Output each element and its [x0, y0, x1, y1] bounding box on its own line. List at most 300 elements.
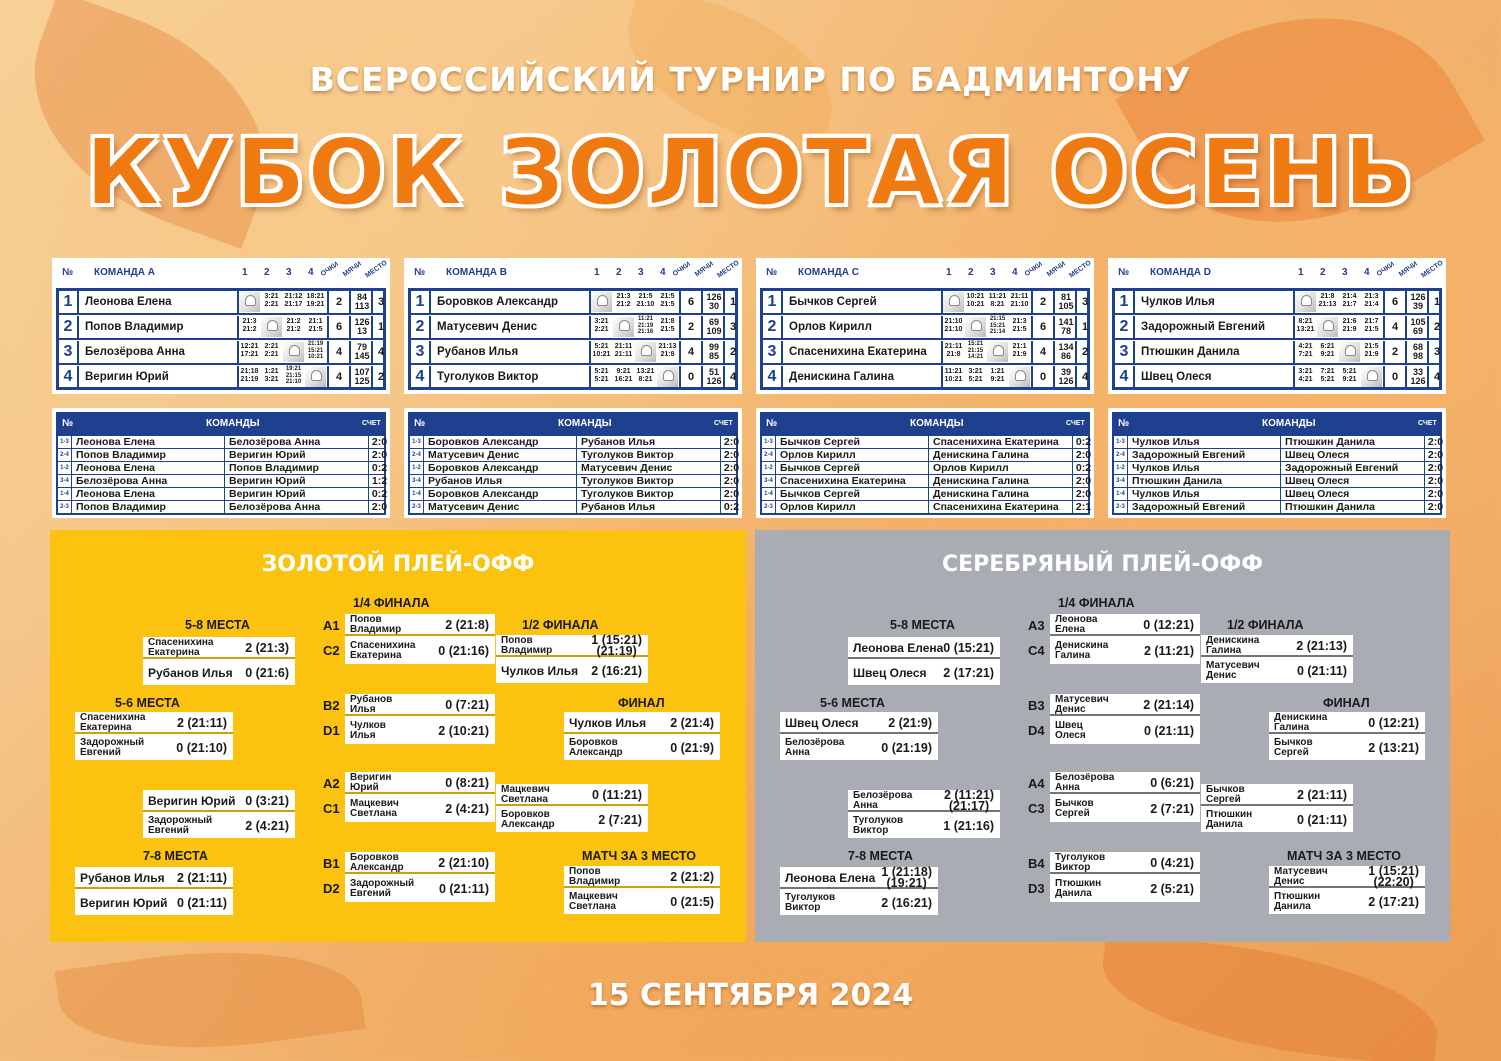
balls-value: 126 39 — [1410, 292, 1426, 311]
row-number: 3 — [411, 341, 431, 363]
match-row — [762, 501, 1092, 514]
set-score: 21:1 21:5 — [308, 318, 323, 333]
result: 0 (4:21) — [1150, 856, 1194, 870]
match-table-body — [1112, 436, 1442, 515]
match-box — [1201, 784, 1353, 832]
match-row — [58, 436, 388, 449]
points-value: 4 — [335, 346, 343, 358]
header-score: СЧЕТ — [362, 420, 381, 427]
balls-value: 126 30 — [706, 292, 722, 311]
shuttlecock-icon — [943, 292, 964, 312]
header-col: 4 — [1364, 267, 1370, 278]
set-score: 21:12 21:17 — [284, 293, 303, 308]
match-box — [143, 790, 295, 838]
set-score: 21:10 21:10 — [944, 318, 963, 333]
player-name: Боровков Александр — [437, 296, 558, 308]
match-box — [564, 866, 720, 914]
place-value: 3 — [1081, 296, 1089, 308]
player-name: Чулков Илья — [501, 664, 579, 678]
player-a: Рубанов Илья — [428, 475, 503, 487]
result: 0 (11:21) — [591, 788, 642, 802]
player-b: Веригин Юрий — [224, 475, 374, 487]
match-row — [58, 501, 388, 514]
player-b: Туголуков Виктор — [576, 488, 726, 500]
player-name: Рубанов Илья — [148, 666, 233, 680]
match-line — [780, 737, 938, 759]
player-a: Бычков Сергей — [780, 488, 861, 500]
points-value: 6 — [687, 296, 695, 308]
match-id: 1-4 — [58, 488, 72, 500]
match-id: 2-3 — [762, 501, 776, 513]
balls-value: 39 126 — [1058, 367, 1074, 386]
quarter-box — [1050, 772, 1200, 822]
row-number: 1 — [1115, 291, 1135, 313]
p58-label: 5-8 МЕСТА — [185, 618, 250, 632]
set-score: 21:8 21:5 — [660, 318, 675, 333]
match-row — [1114, 436, 1444, 449]
header-num: № — [414, 267, 426, 278]
player-name: Птюшкин Данила — [1055, 878, 1102, 899]
seed-label: D4 — [1028, 723, 1045, 738]
player-a: Боровков Александр — [428, 436, 539, 448]
header-place: МЕСТО — [1068, 259, 1093, 280]
set-score: 21:15 15:21 21:14 — [989, 316, 1006, 335]
match-score: 0:2 — [720, 501, 742, 513]
match-line — [1050, 878, 1200, 900]
team-name: КОМАНДА C — [798, 267, 860, 278]
match-id: 1-2 — [1114, 462, 1128, 474]
match-score: 2:0 — [1072, 449, 1094, 461]
header-teams: КОМАНДЫ — [206, 418, 260, 429]
match-line — [143, 662, 295, 684]
match-row — [58, 449, 388, 462]
player-name: Швец Олеся — [1055, 720, 1086, 741]
points-value: 2 — [1039, 296, 1047, 308]
player-name: Денискина Галина — [789, 371, 894, 383]
team-name: КОМАНДА A — [94, 267, 156, 278]
match-line — [1269, 891, 1425, 913]
header-num: № — [1118, 267, 1130, 278]
player-b: Матусевич Денис — [576, 462, 726, 474]
seed-label: D3 — [1028, 881, 1045, 896]
result: 0 (21:11) — [176, 896, 227, 910]
match-score: 2:0 — [1424, 475, 1446, 487]
points-value: 4 — [335, 371, 343, 383]
player-b: Денискина Галина — [928, 449, 1078, 461]
player-a: Орлов Кирилл — [780, 501, 856, 513]
balls-value: 79 145 — [354, 342, 370, 361]
header-col: 1 — [242, 267, 248, 278]
match-id: 2-4 — [58, 449, 72, 461]
match-box — [1201, 635, 1353, 683]
result: 2 (21:10) — [438, 856, 489, 870]
match-line — [75, 737, 233, 759]
player-name: Денискина Галина — [1274, 712, 1328, 733]
result: 1 (15:21) (21:19) — [591, 633, 642, 658]
match-id: 2-3 — [58, 501, 72, 513]
player-name: Туголуков Виктор — [785, 892, 836, 913]
set-score: 21:18 21:19 — [240, 368, 259, 383]
match-row — [1114, 462, 1444, 475]
player-name: Туголуков Виктор — [1055, 852, 1106, 873]
set-score: 21:2 21:2 — [286, 318, 301, 333]
quarter-label: 1/4 ФИНАЛА — [1058, 596, 1135, 610]
row-number: 3 — [59, 341, 79, 363]
player-b: Веригин Юрий — [224, 488, 374, 500]
player-name: Швец Олеся — [853, 666, 927, 680]
match-id: 1-3 — [410, 436, 424, 448]
shuttlecock-icon — [1361, 367, 1382, 387]
match-row — [762, 475, 1092, 488]
place-value: 3 — [729, 321, 737, 333]
result: 0 (12:21) — [1368, 716, 1419, 730]
group-grid — [1112, 288, 1442, 390]
group-row — [59, 341, 383, 365]
row-number: 2 — [411, 316, 431, 338]
result: 2 (21:11) — [1296, 788, 1347, 802]
quarter-box — [1050, 852, 1200, 902]
group-row — [1115, 316, 1439, 340]
group-row — [763, 341, 1087, 365]
match-line — [75, 892, 233, 914]
group-grid — [56, 288, 386, 390]
header-col: 1 — [1298, 267, 1304, 278]
player-a: Бычков Сергей — [780, 462, 861, 474]
shuttlecock-icon — [283, 342, 304, 362]
place-value: 1 — [1081, 321, 1089, 333]
match-line — [564, 737, 720, 759]
match-table — [52, 408, 390, 518]
third-place-label: МАТЧ ЗА 3 МЕСТО — [1287, 849, 1401, 863]
header-balls: МЯЧИ — [341, 260, 363, 279]
match-box — [848, 637, 1000, 685]
final-label: ФИНАЛ — [618, 696, 665, 710]
header-num: № — [1118, 418, 1130, 429]
result: 2 (13:21) — [1368, 741, 1419, 755]
player-a: Попов Владимир — [76, 501, 166, 513]
group-row — [411, 366, 735, 390]
balls-value: 107 125 — [354, 367, 370, 386]
header-score: СЧЕТ — [1066, 420, 1085, 427]
group-table — [52, 258, 390, 394]
points-value: 0 — [1039, 371, 1047, 383]
result: 2 (16:21) — [881, 896, 932, 910]
header-col: 4 — [1012, 267, 1018, 278]
match-line — [345, 694, 495, 716]
result: 2 (21:8) — [445, 618, 489, 632]
shuttlecock-icon — [613, 317, 634, 337]
player-name: Рубанов Илья — [437, 346, 519, 358]
player-name: Веригин Юрий — [85, 371, 169, 383]
final-label: ФИНАЛ — [1323, 696, 1370, 710]
row-number: 1 — [411, 291, 431, 313]
match-id: 1-4 — [410, 488, 424, 500]
player-a: Бычков Сергей — [780, 436, 861, 448]
player-name: Спасенихина Екатерина — [148, 637, 214, 658]
quarter-box — [345, 852, 495, 902]
result: 0 (21:6) — [245, 666, 289, 680]
match-id: 3-4 — [1114, 475, 1128, 487]
match-id: 1-2 — [410, 462, 424, 474]
set-score: 21:3 21:2 — [242, 318, 257, 333]
player-a: Спасенихина Екатерина — [780, 475, 906, 487]
set-score: 11:21 10:21 — [944, 368, 963, 383]
player-b: Задорожный Евгений — [1280, 462, 1430, 474]
match-score: 2:1 — [1072, 501, 1094, 513]
header-num: № — [62, 267, 74, 278]
match-table-body — [408, 436, 738, 515]
match-box — [143, 637, 295, 685]
player-b: Орлов Кирилл — [928, 462, 1078, 474]
place-value: 1 — [1433, 296, 1441, 308]
player-name: Туголуков Виктор — [437, 371, 539, 383]
header-num: № — [766, 267, 778, 278]
result: 2 (21:14) — [1143, 698, 1194, 712]
shuttlecock-icon — [635, 342, 656, 362]
group-row — [411, 316, 735, 340]
match-line — [345, 798, 495, 820]
match-table — [1108, 408, 1446, 518]
player-b: Рубанов Илья — [576, 501, 726, 513]
result: 0 (21:16) — [438, 644, 489, 658]
place-value: 3 — [377, 296, 385, 308]
balls-value: 134 86 — [1058, 342, 1074, 361]
player-name: Денискина Галина — [1055, 640, 1109, 661]
player-b: Швец Олеся — [1280, 488, 1430, 500]
player-b: Попов Владимир — [224, 462, 374, 474]
match-score: 2:0 — [1424, 449, 1446, 461]
match-line — [780, 712, 938, 734]
group-table-header — [756, 258, 1094, 286]
set-score: 21:7 21:5 — [1364, 318, 1379, 333]
player-name: Леонова Елена — [785, 871, 876, 885]
player-b: Швец Олеся — [1280, 449, 1430, 461]
match-line — [564, 891, 720, 913]
match-line — [848, 790, 1000, 812]
result: 2 (21:2) — [670, 870, 714, 884]
player-b: Туголуков Виктор — [576, 475, 726, 487]
seed-label: D2 — [323, 881, 340, 896]
player-name: Туголуков Виктор — [853, 815, 904, 836]
player-name: Денискина Галина — [1206, 635, 1260, 656]
match-line — [1050, 640, 1200, 662]
match-score: 0:2 — [368, 462, 390, 474]
header-col: 1 — [946, 267, 952, 278]
match-line — [143, 790, 295, 812]
match-line — [1269, 737, 1425, 759]
group-table — [1108, 258, 1446, 394]
player-name: Веригин Юрий — [80, 896, 168, 910]
group-row — [411, 291, 735, 315]
header-place: МЕСТО — [716, 259, 741, 280]
set-score: 21:11 21:11 — [614, 343, 633, 358]
group-row — [1115, 366, 1439, 390]
header-balls: МЯЧИ — [1045, 260, 1067, 279]
semi-label: 1/2 ФИНАЛА — [522, 618, 599, 632]
set-score: 15:21 21:15 14:21 — [967, 341, 984, 360]
shuttlecock-icon — [657, 367, 678, 387]
set-score: 21:4 21:7 — [1342, 293, 1357, 308]
group-table-header — [404, 258, 742, 286]
p78-label: 7-8 МЕСТА — [143, 849, 208, 863]
match-row — [410, 436, 740, 449]
match-score: 2:0 — [1424, 501, 1446, 513]
group-row — [59, 366, 383, 390]
player-name: Чулков Илья — [1141, 296, 1215, 308]
player-name: Попов Владимир — [501, 635, 553, 656]
match-row — [58, 488, 388, 501]
header-points: ОЧКИ — [319, 260, 340, 279]
player-name: Задорожный Евгений — [148, 815, 213, 836]
result: 0 (8:21) — [445, 776, 489, 790]
match-line — [345, 772, 495, 794]
match-line — [143, 815, 295, 837]
player-b: Веригин Юрий — [224, 449, 374, 461]
match-score: 2:0 — [368, 436, 390, 448]
match-line — [345, 878, 495, 900]
row-number: 1 — [763, 291, 783, 313]
player-name: Задорожный Евгений — [80, 737, 145, 758]
points-value: 2 — [687, 321, 695, 333]
header-balls: МЯЧИ — [693, 260, 715, 279]
points-value: 2 — [1391, 346, 1399, 358]
match-line — [1201, 635, 1353, 657]
match-table-header — [760, 412, 1090, 436]
quarter-label: 1/4 ФИНАЛА — [353, 596, 430, 610]
match-score: 2:0 — [1424, 462, 1446, 474]
player-name: Белозёрова Анна — [785, 737, 845, 758]
gold-playoff-title: ЗОЛОТОЙ ПЛЕЙ-ОФФ — [261, 552, 535, 577]
match-score: 0:2 — [1072, 462, 1094, 474]
match-row — [1114, 475, 1444, 488]
team-name: КОМАНДА D — [1150, 267, 1212, 278]
match-box — [496, 784, 648, 832]
match-id: 2-3 — [410, 501, 424, 513]
player-name: Бычков Сергей — [1274, 737, 1313, 758]
shuttlecock-icon — [305, 367, 326, 387]
shuttlecock-icon — [591, 292, 612, 312]
balls-value: 68 98 — [1412, 342, 1423, 361]
seed-label: C1 — [323, 801, 340, 816]
set-score: 1:21 3:21 — [264, 368, 279, 383]
points-value: 4 — [1039, 346, 1047, 358]
group-row — [763, 291, 1087, 315]
match-line — [1050, 772, 1200, 794]
player-name: Матусевич Денис — [437, 321, 538, 333]
match-score: 2:0 — [720, 475, 742, 487]
result: 2 (21:3) — [245, 641, 289, 655]
result: 2 (4:21) — [245, 819, 289, 833]
match-id: 2-4 — [1114, 449, 1128, 461]
header-teams: КОМАНДЫ — [1262, 418, 1316, 429]
header-teams: КОМАНДЫ — [910, 418, 964, 429]
silver-playoff-title: СЕРЕБРЯНЫЙ ПЛЕЙ-ОФФ — [941, 552, 1264, 577]
set-score: 12:21 17:21 — [240, 343, 259, 358]
quarter-box — [1050, 694, 1200, 744]
row-number: 3 — [1115, 341, 1135, 363]
player-name: Попов Владимир — [569, 866, 621, 887]
match-line — [1201, 809, 1353, 831]
points-value: 4 — [1391, 321, 1399, 333]
match-row — [410, 449, 740, 462]
row-number: 4 — [411, 366, 431, 390]
balls-value: 141 78 — [1058, 317, 1074, 336]
place-value: 4 — [1081, 371, 1089, 383]
player-name: Птюшкин Данила — [1206, 809, 1253, 830]
player-a: Матусевич Денис — [428, 449, 520, 461]
player-a: Задорожный Евгений — [1132, 449, 1246, 461]
set-score: 21:5 21:5 — [660, 293, 675, 308]
header-col: 3 — [638, 267, 644, 278]
place-value: 4 — [377, 346, 385, 358]
match-line — [1050, 614, 1200, 636]
player-name: Мацкевич Светлана — [501, 784, 550, 805]
result: 0 (21:5) — [670, 895, 714, 909]
result: 2 (11:21) (21:17) — [943, 788, 994, 813]
match-id: 3-4 — [762, 475, 776, 487]
match-line — [1050, 798, 1200, 820]
group-grid — [408, 288, 738, 390]
match-score: 2:0 — [720, 488, 742, 500]
result: 0 (21:10) — [176, 741, 227, 755]
player-name: Спасенихина Екатерина — [350, 640, 416, 661]
player-a: Боровков Александр — [428, 488, 539, 500]
balls-value: 126 13 — [354, 317, 370, 336]
set-score: 3:21 2:21 — [264, 293, 279, 308]
player-b: Туголуков Виктор — [576, 449, 726, 461]
header-col: 2 — [968, 267, 974, 278]
match-line — [848, 815, 1000, 837]
header-num: № — [414, 418, 426, 429]
match-id: 1-3 — [1114, 436, 1128, 448]
player-b: Белозёрова Анна — [224, 436, 374, 448]
match-box — [848, 790, 1000, 838]
match-box — [1269, 712, 1425, 760]
set-score: 21:1 21:9 — [1012, 343, 1027, 358]
header-place: МЕСТО — [1420, 259, 1445, 280]
row-number: 4 — [1115, 366, 1135, 390]
row-number: 2 — [1115, 316, 1135, 338]
group-row — [763, 366, 1087, 390]
result: 2 (21:9) — [888, 716, 932, 730]
gold-playoff-panel — [50, 530, 746, 942]
seed-label: D1 — [323, 723, 340, 738]
quarter-box — [345, 614, 495, 664]
result: 2 (21:11) — [176, 871, 227, 885]
match-line — [496, 660, 648, 682]
seed-label: C4 — [1028, 643, 1045, 658]
player-b: Рубанов Илья — [576, 436, 726, 448]
header-col: 3 — [990, 267, 996, 278]
player-name: Белозёрова Анна — [1055, 772, 1115, 793]
player-a: Леонова Елена — [76, 462, 156, 474]
match-table-header — [56, 412, 386, 436]
result: 1 (21:18) (19:21) — [881, 865, 932, 890]
match-id: 3-4 — [58, 475, 72, 487]
player-b: Денискина Галина — [928, 475, 1078, 487]
set-score: 21:3 21:2 — [616, 293, 631, 308]
balls-value: 105 69 — [1410, 317, 1426, 336]
match-line — [1269, 712, 1425, 734]
player-name: Спасенихина Екатерина — [789, 346, 927, 358]
player-a: Леонова Елена — [76, 436, 156, 448]
set-score: 3:21 4:21 — [1298, 368, 1313, 383]
player-name: Боровков Александр — [350, 852, 404, 873]
silver-playoff-panel — [755, 530, 1450, 942]
player-name: Спасенихина Екатерина — [80, 712, 146, 733]
set-score: 11:21 8:21 — [988, 293, 1007, 308]
player-name: Мацкевич Светлана — [569, 891, 618, 912]
